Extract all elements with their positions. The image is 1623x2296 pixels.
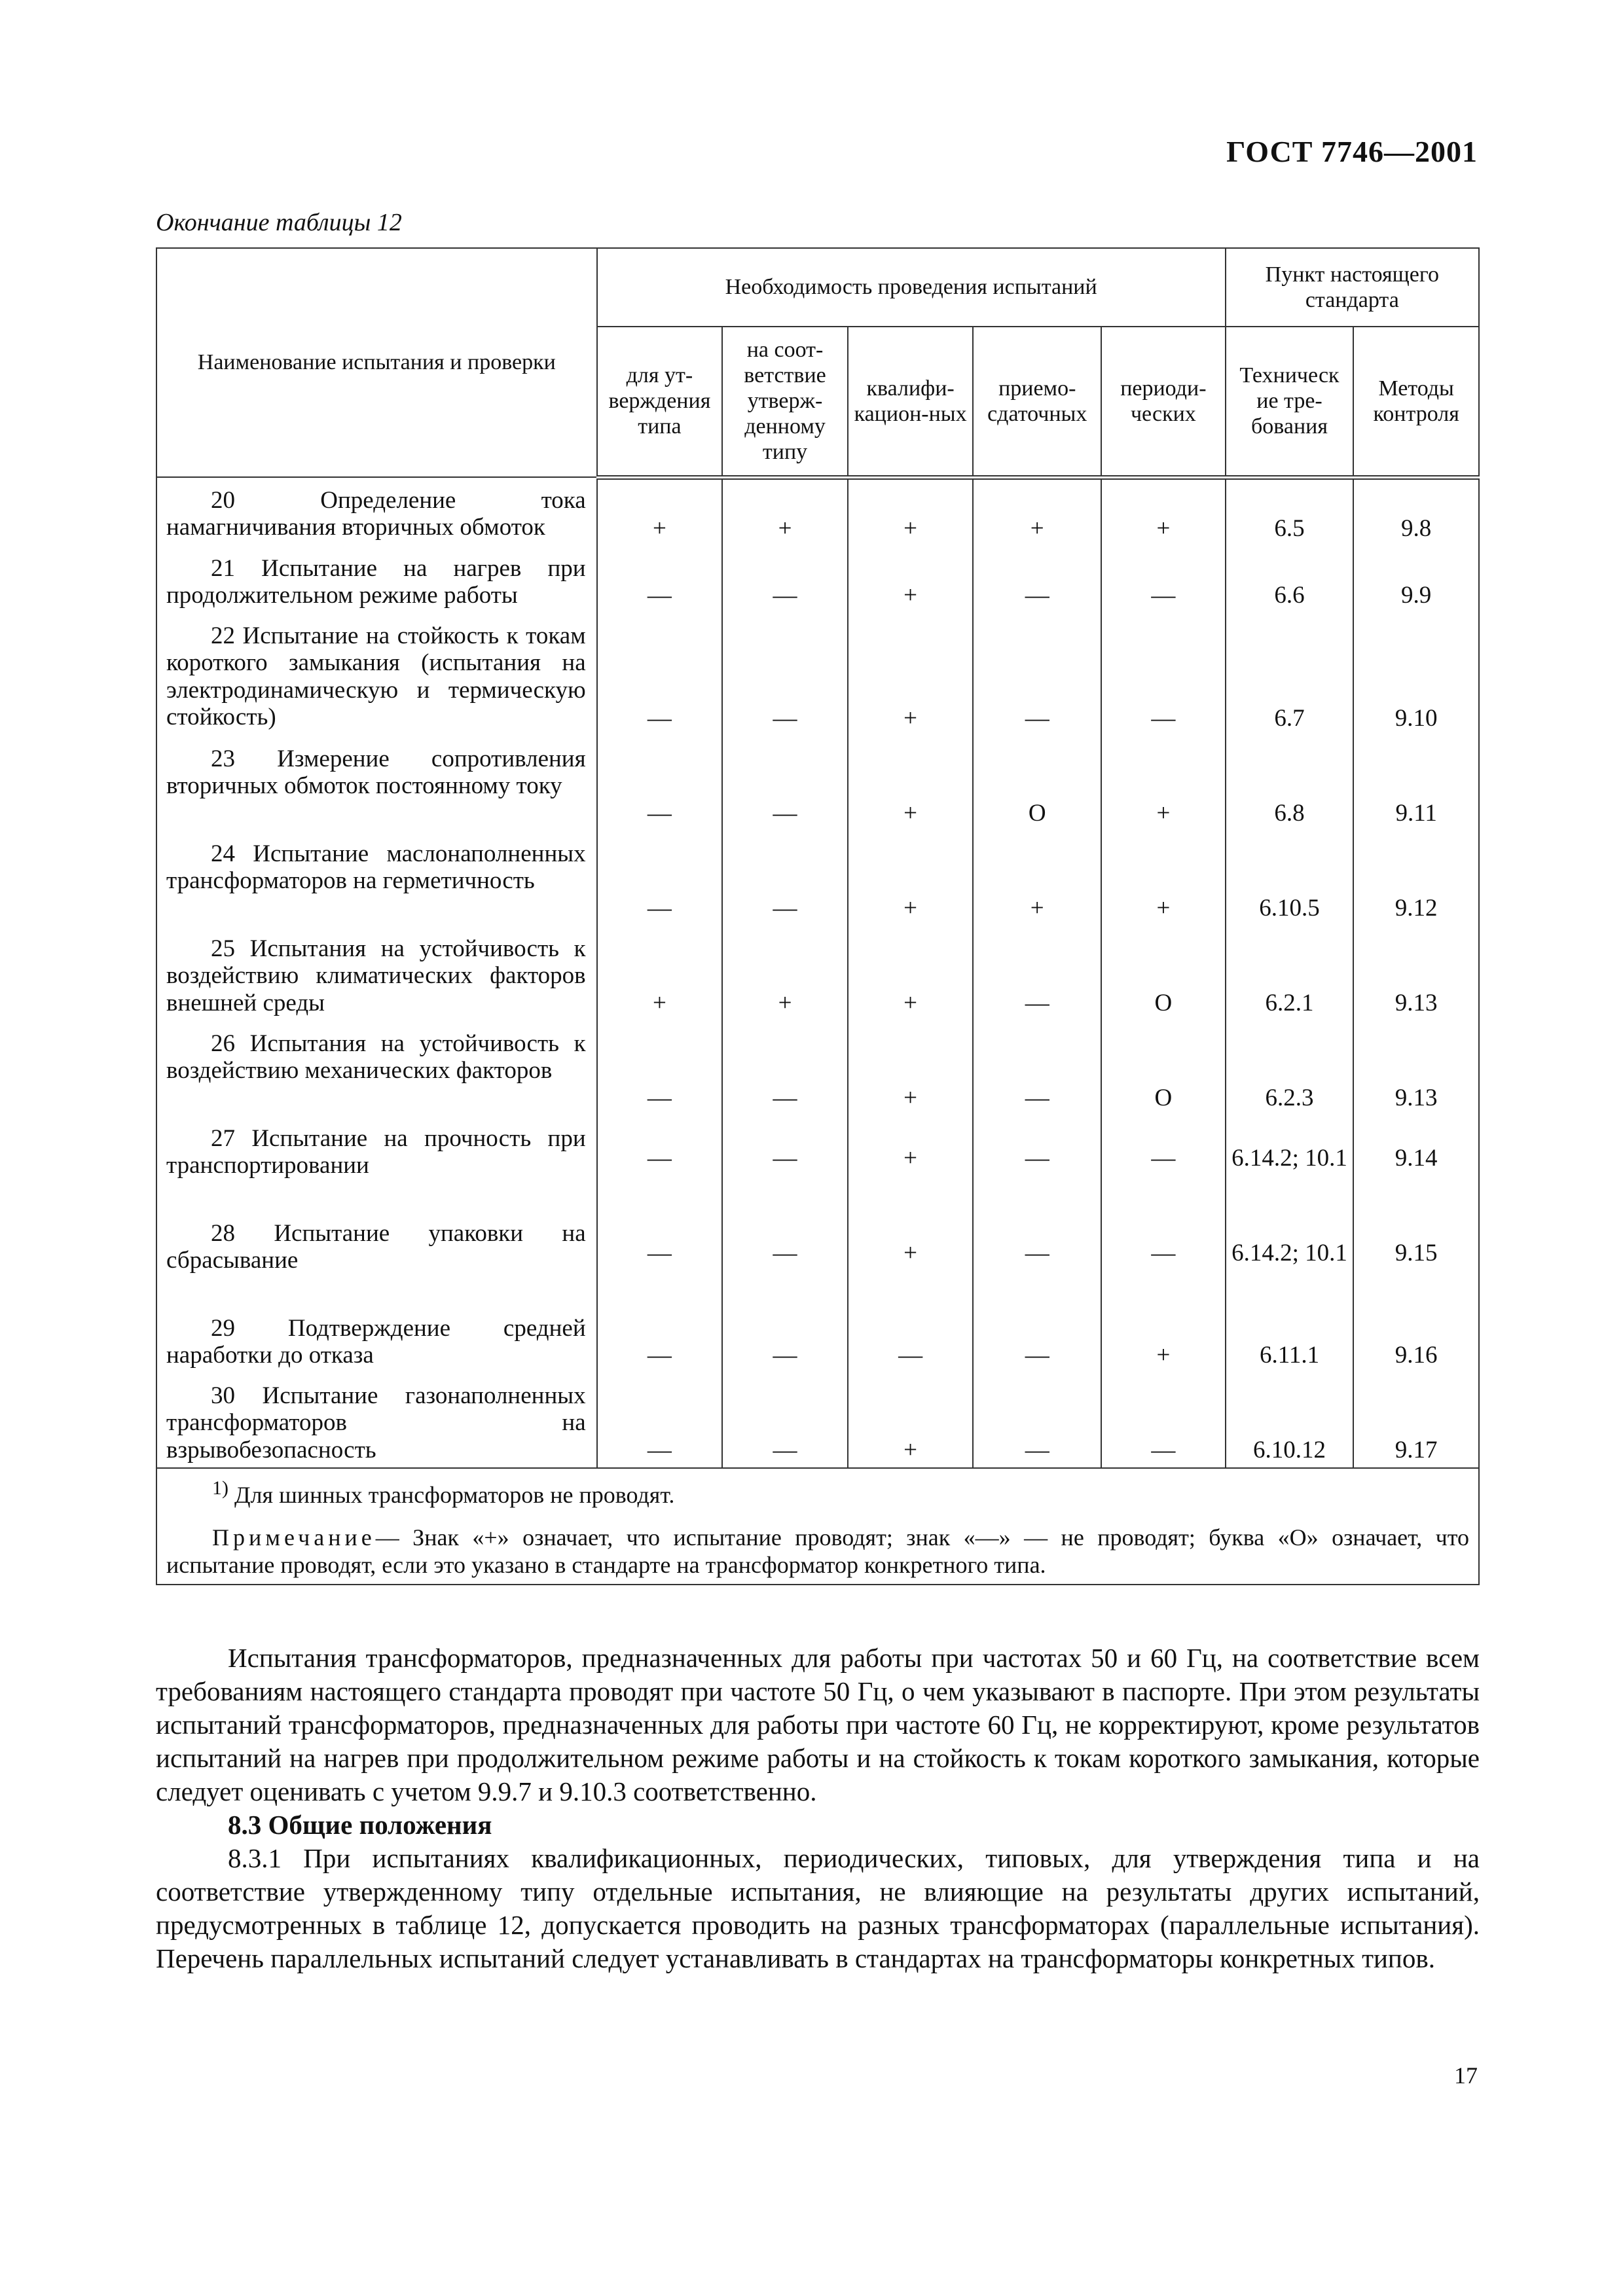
cell-req: 6.2.3 — [1226, 1021, 1354, 1116]
cell-method: 9.8 — [1353, 477, 1479, 546]
table-caption: Окончание таблицы 12 — [156, 209, 402, 236]
cell-c1: + — [597, 477, 723, 546]
footnote-text: Для шинных трансформаторов не проводят. — [234, 1482, 675, 1509]
cell-c3: + — [848, 736, 974, 831]
cell-c3: — — [848, 1306, 974, 1373]
test-name-cell — [156, 477, 597, 546]
sub-header: периоди-ческих — [1101, 327, 1226, 477]
cell-c4: — — [973, 1021, 1101, 1116]
test-name-cell — [156, 1306, 597, 1373]
cell-c5: — — [1101, 613, 1226, 736]
test-name-cell — [156, 1373, 597, 1468]
cell-c1: — — [597, 1021, 723, 1116]
cell-c5: — — [1101, 1211, 1226, 1306]
cell-c1: — — [597, 1306, 723, 1373]
cell-c3: + — [848, 1373, 974, 1468]
table-row — [156, 546, 1479, 613]
cell-method: 9.13 — [1353, 926, 1479, 1021]
test-name-cell — [156, 1021, 597, 1116]
table-notes — [156, 1468, 1479, 1585]
cell-c1: — — [597, 613, 723, 736]
table-row — [156, 1306, 1479, 1373]
cell-c2: — — [722, 1021, 848, 1116]
cell-c5: О — [1101, 1021, 1226, 1116]
sub-header: квалифи-кацион-ных — [848, 327, 974, 477]
cell-c1: — — [597, 1211, 723, 1306]
cell-req: 6.10.5 — [1226, 831, 1354, 926]
cell-c4: — — [973, 1116, 1101, 1211]
cell-c1: — — [597, 831, 723, 926]
table-row — [156, 1116, 1479, 1211]
sub-header: для ут-верждения типа — [597, 327, 723, 477]
cell-c4: — — [973, 1306, 1101, 1373]
table-row — [156, 613, 1479, 736]
cell-c5: + — [1101, 831, 1226, 926]
test-name-cell — [156, 1116, 597, 1211]
cell-c2: — — [722, 1211, 848, 1306]
cell-req: 6.2.1 — [1226, 926, 1354, 1021]
cell-req: 6.5 — [1226, 477, 1354, 546]
cell-c5: — — [1101, 1373, 1226, 1468]
page-number: 17 — [1454, 2062, 1478, 2089]
test-name-cell — [156, 736, 597, 831]
cell-method: 9.13 — [1353, 1021, 1479, 1116]
cell-c4: — — [973, 613, 1101, 736]
test-name: 27 Испытание на прочность при транспортировании — [166, 1124, 586, 1179]
test-name: 28 Испытание упаковки на сбрасывание — [166, 1219, 586, 1274]
footnote-mark: 1) — [212, 1477, 228, 1499]
section-heading: 8.3 Общие положения — [228, 1810, 492, 1840]
table-row — [156, 926, 1479, 1021]
cell-c2: + — [722, 477, 848, 546]
cell-method: 9.16 — [1353, 1306, 1479, 1373]
cell-c4: — — [973, 546, 1101, 613]
tests-table — [156, 247, 1480, 1585]
cell-req: 6.14.2; 10.1 — [1226, 1211, 1354, 1306]
standard-id: ГОСТ 7746—2001 — [1226, 135, 1478, 168]
cell-req: 6.8 — [1226, 736, 1354, 831]
cell-c3: + — [848, 1021, 974, 1116]
cell-c4: О — [973, 736, 1101, 831]
table-row — [156, 1211, 1479, 1306]
table-note — [166, 1524, 1469, 1579]
cell-c5: — — [1101, 546, 1226, 613]
cell-c2: — — [722, 546, 848, 613]
body-text — [156, 1641, 1480, 1975]
cell-c2: — — [722, 613, 848, 736]
cell-c3: + — [848, 477, 974, 546]
cell-c3: + — [848, 926, 974, 1021]
cell-c4: — — [973, 1373, 1101, 1468]
test-name: 20 Определение тока намагничивания вторичных обмоток — [166, 487, 586, 541]
note-label: Примечание — [212, 1524, 376, 1551]
cell-req: 6.6 — [1226, 546, 1354, 613]
cell-c2: — — [722, 1116, 848, 1211]
cell-c3: + — [848, 1116, 974, 1211]
cell-c3: + — [848, 831, 974, 926]
cell-c2: — — [722, 831, 848, 926]
cell-c5: + — [1101, 736, 1226, 831]
cell-c4: + — [973, 477, 1101, 546]
cell-method: 9.9 — [1353, 546, 1479, 613]
cell-req: 6.7 — [1226, 613, 1354, 736]
cell-method: 9.10 — [1353, 613, 1479, 736]
cell-c4: + — [973, 831, 1101, 926]
group-clause-header: Пункт настоящего стандарта — [1226, 248, 1479, 327]
cell-c4: — — [973, 926, 1101, 1021]
cell-c5: + — [1101, 477, 1226, 546]
cell-c5: О — [1101, 926, 1226, 1021]
cell-c1: + — [597, 926, 723, 1021]
test-name: 24 Испытание маслонаполненных трансформаторов на герметичность — [166, 840, 586, 895]
sub-header: Техническ ие тре-бования — [1226, 327, 1354, 477]
cell-c2: — — [722, 1306, 848, 1373]
cell-c1: — — [597, 736, 723, 831]
note-text: — Знак «+» означает, что испытание проводят; знак «—» — не проводят; буква «О» означает, что испытание проводят, если это указано в стандарте на трансформатор конкретного типа. — [166, 1524, 1469, 1578]
sub-header: на соот-ветствие утверж-денному типу — [722, 327, 848, 477]
cell-c1: — — [597, 1116, 723, 1211]
test-name-cell — [156, 1211, 597, 1306]
cell-c1: — — [597, 1373, 723, 1468]
cell-c1: — — [597, 546, 723, 613]
cell-c5: + — [1101, 1306, 1226, 1373]
cell-req: 6.10.12 — [1226, 1373, 1354, 1468]
paragraph: Испытания трансформаторов, предназначенных для работы при частотах 50 и 60 Гц, на соответствие всем требованиям настоящего стандарта проводят при частоте 50 Гц, о чем указывают в паспорте. При этом результаты испытаний трансформаторов, предназначенных для работы при частоте 60 Гц, не корректируют, кроме результатов испытаний на нагрев при продолжительном режиме работы и на стойкость к токам короткого замыкания, которые следует оценивать с учетом 9.9.7 и 9.10.3 соответственно. — [156, 1643, 1480, 1807]
cell-c2: — — [722, 1373, 848, 1468]
table-row — [156, 831, 1479, 926]
cell-method: 9.14 — [1353, 1116, 1479, 1211]
cell-c4: — — [973, 1211, 1101, 1306]
group-tests-header: Необходимость проведения испытаний — [597, 248, 1226, 327]
table-row — [156, 1373, 1479, 1468]
sub-header: приемо-сдаточных — [973, 327, 1101, 477]
test-name: 21 Испытание на нагрев при продолжительном режиме работы — [166, 555, 586, 609]
cell-req: 6.11.1 — [1226, 1306, 1354, 1373]
test-name: 26 Испытания на устойчивость к воздействию механических факторов — [166, 1030, 586, 1085]
sub-header: Методы контроля — [1353, 327, 1479, 477]
paragraph: 8.3.1 При испытаниях квалификационных, периодических, типовых, для утверждения типа и на соответствие утвержденному типу отдельные испытания, не влияющие на результаты других испытаний, предусмотренных в таблице 12, допускается проводить на разных трансформаторах (параллельные испытания). Перечень параллельных испытаний следует устанавливать в стандартах на трансформаторы конкретных типов. — [156, 1843, 1480, 1974]
cell-method: 9.12 — [1353, 831, 1479, 926]
cell-c3: + — [848, 613, 974, 736]
test-name: 25 Испытания на устойчивость к воздействию климатических факторов внешней среды — [166, 935, 586, 1016]
cell-method: 9.15 — [1353, 1211, 1479, 1306]
cell-c3: + — [848, 1211, 974, 1306]
test-name: 23 Измерение сопротивления вторичных обмоток постоянному току — [166, 745, 586, 800]
test-name-cell — [156, 831, 597, 926]
col-name-header: Наименование испытания и проверки — [156, 248, 597, 477]
test-name-cell — [156, 613, 597, 736]
table-row — [156, 477, 1479, 546]
cell-method: 9.17 — [1353, 1373, 1479, 1468]
test-name: 22 Испытание на стойкость к токам короткого замыкания (испытания на электродинамическую и термическую стойкость) — [166, 622, 586, 731]
footnote — [166, 1477, 1469, 1509]
test-name: 30 Испытание газонаполненных трансформаторов на взрывобезопасность — [166, 1382, 586, 1463]
test-name-cell — [156, 546, 597, 613]
cell-req: 6.14.2; 10.1 — [1226, 1116, 1354, 1211]
cell-c2: + — [722, 926, 848, 1021]
cell-method: 9.11 — [1353, 736, 1479, 831]
cell-c3: + — [848, 546, 974, 613]
test-name-cell — [156, 926, 597, 1021]
cell-c2: — — [722, 736, 848, 831]
table-row — [156, 736, 1479, 831]
test-name: 29 Подтверждение средней наработки до отказа — [166, 1314, 586, 1369]
table-row — [156, 1021, 1479, 1116]
cell-c5: — — [1101, 1116, 1226, 1211]
